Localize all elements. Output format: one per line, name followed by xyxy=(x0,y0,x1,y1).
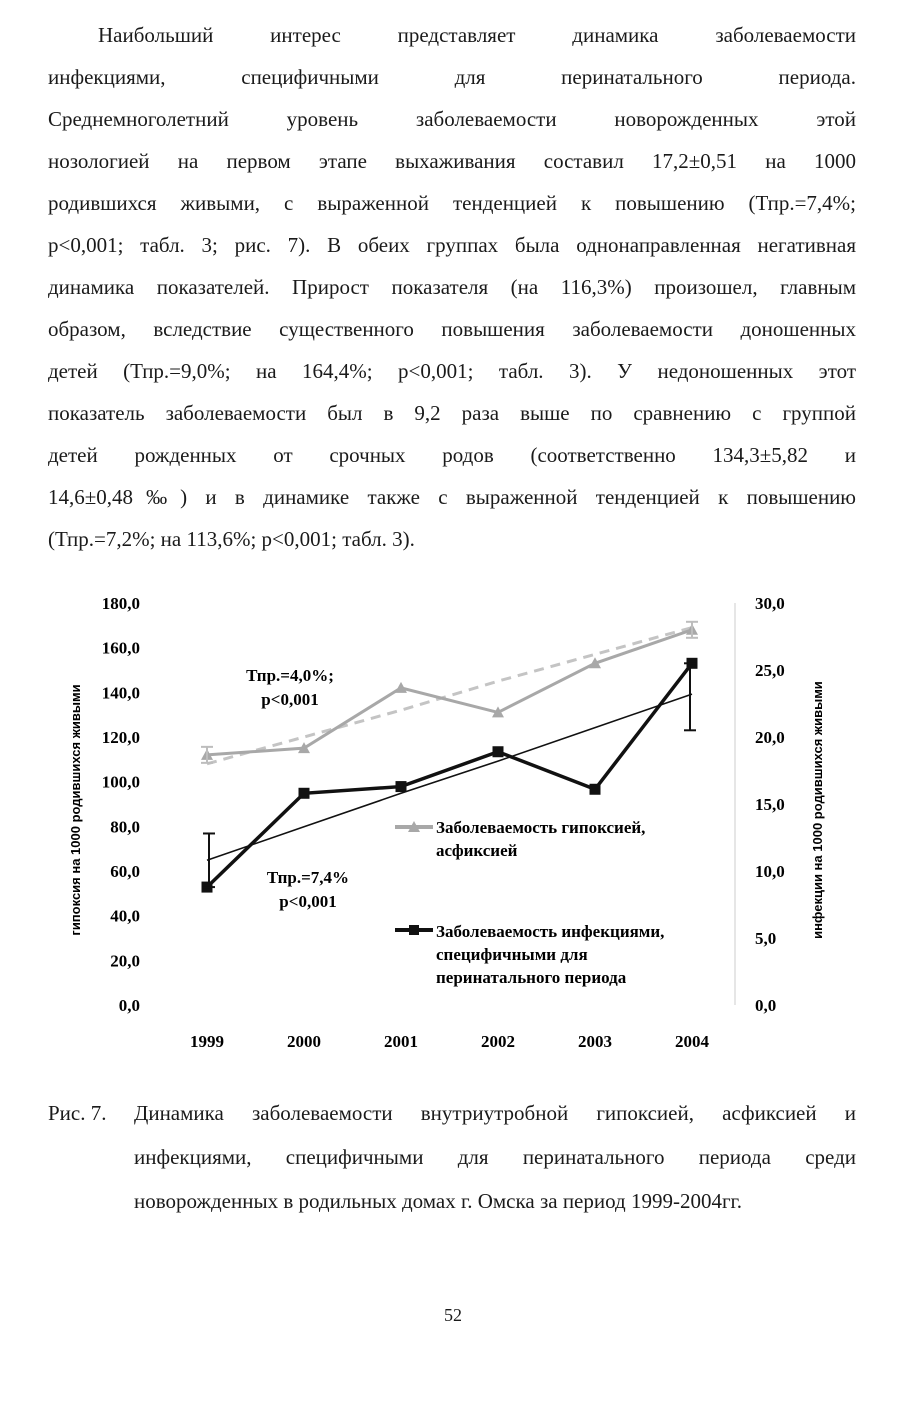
annotation-hypoxia-p: p<0,001 xyxy=(261,690,319,709)
paragraph-line: детей рожденных от срочных родов (соответственно 134,3±5,82 и xyxy=(48,443,856,467)
infection-point xyxy=(396,781,407,792)
infection-point xyxy=(493,746,504,757)
left-axis-label: гипоксия на 1000 родившихся живыми xyxy=(68,684,83,936)
paragraph-line: инфекциями, специфичными для перинатального периода. xyxy=(48,65,856,89)
caption-line: новорожденных в родильных домах г. Омска за период 1999-2004гг. xyxy=(134,1189,743,1213)
x-axis-ticks xyxy=(190,1032,710,1051)
paragraph-line: динамика показателей. Прирост показателя (на 116,3%) произошел, главным xyxy=(48,275,856,299)
left-tick-label: 100,0 xyxy=(101,772,140,792)
legend-infection-label: Заболеваемость инфекциями, специфичными для перинатального периода xyxy=(436,922,665,987)
paragraph-line: p<0,001; табл. 3; рис. 7). В обеих группах была однонаправленная негативная xyxy=(48,233,856,257)
caption-line: Динамика заболеваемости внутриутробной гипоксией, асфиксией и xyxy=(134,1101,856,1125)
left-tick-label: 0,0 xyxy=(118,996,140,1015)
left-tick-label: 80,0 xyxy=(110,817,140,837)
x-tick-label: 2001 xyxy=(384,1032,418,1051)
left-axis-ticks xyxy=(102,594,140,1015)
annotation-infection-trend: Тпр.=7,4% xyxy=(266,868,350,887)
right-tick-label: 30,0 xyxy=(755,594,785,613)
paragraph-line: образом, вследствие существенного повышения заболеваемости доношенных xyxy=(48,317,856,341)
right-axis-ticks xyxy=(755,594,785,1015)
legend xyxy=(395,818,669,987)
annotation-hypoxia-trend: Тпр.=4,0%; xyxy=(246,666,334,685)
left-tick-label: 120,0 xyxy=(101,728,140,747)
x-tick-label: 2002 xyxy=(481,1032,515,1051)
hypoxia-point xyxy=(395,682,407,693)
left-tick-label: 160,0 xyxy=(101,638,140,658)
infection-point xyxy=(590,784,601,795)
x-tick-label: 1999 xyxy=(190,1032,224,1051)
annotation-infection-p: p<0,001 xyxy=(279,892,337,911)
legend-hypoxia-label: Заболеваемость гипоксией, асфиксией xyxy=(436,818,646,860)
legend-infection-marker xyxy=(409,925,419,935)
left-tick-label: 140,0 xyxy=(101,683,140,703)
right-tick-label: 0,0 xyxy=(755,996,777,1015)
page-number: 52 xyxy=(444,1305,462,1325)
paragraph-line: Наибольший интерес представляет динамика заболеваемости xyxy=(98,23,856,47)
right-tick-label: 20,0 xyxy=(755,728,785,747)
infection-point xyxy=(299,788,310,799)
incidence-chart xyxy=(60,585,840,1065)
left-tick-label: 40,0 xyxy=(110,906,140,926)
caption-label: Рис. 7. xyxy=(48,1101,107,1125)
paragraph-line: показатель заболеваемости был в 9,2 раза выше по сравнению с группой xyxy=(48,401,856,425)
paragraph-line: (Тпр.=7,2%; на 113,6%; p<0,001; табл. 3). xyxy=(48,527,415,551)
right-tick-label: 10,0 xyxy=(755,862,785,881)
left-tick-label: 20,0 xyxy=(110,951,140,971)
x-tick-label: 2003 xyxy=(578,1032,612,1051)
right-tick-label: 5,0 xyxy=(755,929,777,948)
x-tick-label: 2004 xyxy=(675,1032,709,1051)
right-axis-label: инфекции на 1000 родившихся живыми xyxy=(810,681,825,939)
left-tick-label: 180,0 xyxy=(101,594,140,613)
right-tick-label: 25,0 xyxy=(755,661,785,680)
paragraph-line: детей (Тпр.=9,0%; на 164,4%; p<0,001; табл. 3). У недоношенных этот xyxy=(48,359,856,383)
paragraph-line: родившихся живыми, с выраженной тенденцией к повышению (Тпр.=7,4%; xyxy=(48,191,856,215)
paragraph-line: нозологией на первом этапе выхаживания составил 17,2±0,51 на 1000 xyxy=(48,149,856,173)
paragraph-line: Среднемноголетний уровень заболеваемости новорожденных этой xyxy=(48,107,856,131)
x-tick-label: 2000 xyxy=(287,1032,321,1051)
paragraph-line: 14,6±0,48‰) и в динамике также с выраженной тенденцией к повышению xyxy=(48,485,856,509)
caption-line: инфекциями, специфичными для перинатального периода среди xyxy=(134,1145,856,1169)
left-tick-label: 60,0 xyxy=(110,862,140,881)
right-tick-label: 15,0 xyxy=(755,795,785,814)
